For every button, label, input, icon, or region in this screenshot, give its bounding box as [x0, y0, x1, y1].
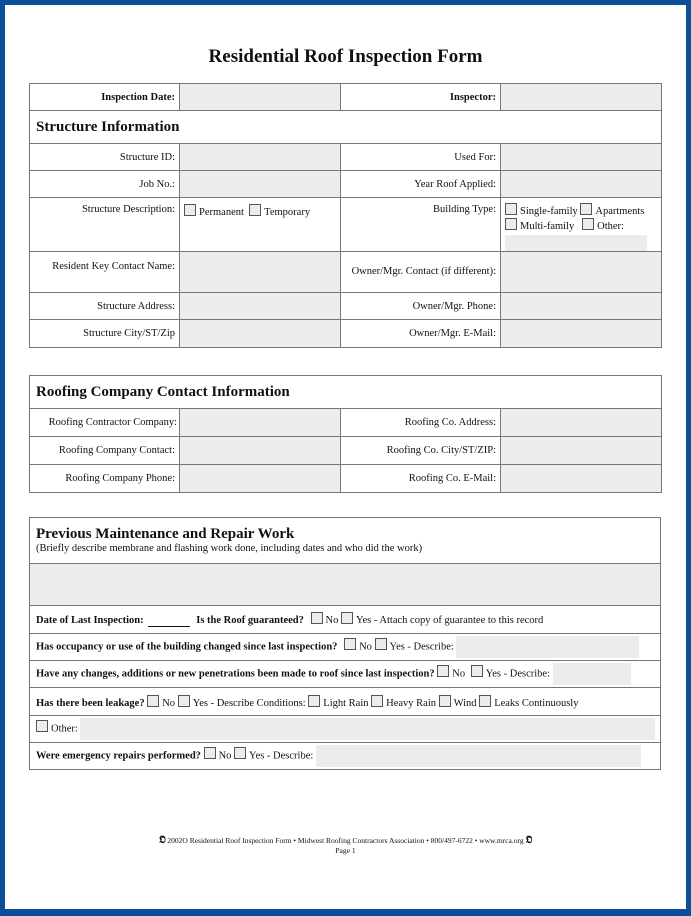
year-roof-field[interactable]	[501, 171, 662, 198]
job-no-label: Job No.:	[30, 171, 180, 198]
maintenance-header	[30, 518, 661, 564]
temporary-checkbox[interactable]	[249, 204, 261, 216]
co-address-field[interactable]	[501, 409, 662, 437]
guaranteed-yes-checkbox[interactable]	[341, 612, 353, 624]
structure-heading: Structure Information	[30, 111, 662, 144]
wind-checkbox[interactable]	[439, 695, 451, 707]
leakage-other-label: Other:	[51, 723, 78, 735]
structure-id-label: Structure ID:	[30, 144, 180, 171]
leakage-yes-checkbox[interactable]	[178, 695, 190, 707]
emergency-describe-field[interactable]	[316, 745, 641, 767]
roofing-table	[29, 375, 662, 493]
temporary-label: Temporary	[264, 207, 311, 218]
emergency-no-label: No	[218, 750, 232, 762]
inspection-date-label: Inspection Date:	[30, 84, 180, 111]
occupancy-row	[30, 634, 661, 661]
emergency-row	[30, 743, 661, 770]
maintenance-subheading: (Briefly describe membrane and flashing work done, including dates and who did the work)	[36, 543, 423, 554]
occupancy-yes-label: Yes - Describe:	[389, 641, 454, 653]
changes-describe-field[interactable]	[553, 663, 631, 685]
owner-email-label: Owner/Mgr. E-Mail:	[341, 320, 501, 348]
company-phone-label: Roofing Company Phone:	[30, 465, 180, 493]
footer-text: 2002O Residential Roof Inspection Form • Midwest Roofing Contractors Association • 800/497-6722 • www.mrca.org	[167, 836, 524, 845]
resident-contact-label: Resident Key Contact Name:	[30, 252, 180, 293]
occupancy-no-label: No	[359, 641, 372, 653]
structure-description-options	[180, 198, 341, 252]
structure-address-label: Structure Address:	[30, 293, 180, 320]
leaks-continuously-label: Leaks Continuously	[494, 697, 579, 709]
leaks-continuously-checkbox[interactable]	[479, 695, 491, 707]
company-phone-field[interactable]	[180, 465, 341, 493]
emergency-question: Were emergency repairs performed?	[36, 750, 201, 762]
emergency-yes-checkbox[interactable]	[234, 747, 246, 759]
occupancy-question: Has occupancy or use of the building changed since last inspection?	[36, 641, 338, 653]
changes-row	[30, 661, 661, 688]
page-number: Page 1	[335, 846, 356, 855]
heavy-rain-label: Heavy Rain	[386, 697, 437, 709]
owner-contact-field[interactable]	[501, 252, 662, 293]
maintenance-description-field[interactable]	[30, 564, 661, 606]
apartments-checkbox[interactable]	[580, 203, 592, 215]
leakage-other-row	[30, 716, 661, 743]
changes-question: Have any changes, additions or new penetrations been made to roof since last inspection?	[36, 668, 435, 680]
co-email-field[interactable]	[501, 465, 662, 493]
emergency-no-checkbox[interactable]	[204, 747, 216, 759]
used-for-label: Used For:	[341, 144, 501, 171]
roofing-heading: Roofing Company Contact Information	[30, 376, 662, 409]
building-type-options	[501, 198, 662, 252]
inspector-field[interactable]	[501, 84, 662, 111]
inspection-date-field[interactable]	[180, 84, 341, 111]
multi-family-label: Multi-family	[520, 221, 575, 232]
leakage-row	[30, 688, 661, 716]
structure-city-label: Structure City/ST/Zip	[30, 320, 180, 348]
emergency-yes-label: Yes - Describe:	[249, 750, 314, 762]
contractor-company-label: Roofing Contractor Company:	[30, 409, 180, 437]
wind-label: Wind	[453, 697, 477, 709]
year-roof-label: Year Roof Applied:	[341, 171, 501, 198]
guaranteed-no-label: No	[325, 615, 339, 626]
structure-id-field[interactable]	[180, 144, 341, 171]
structure-address-field[interactable]	[180, 293, 341, 320]
permanent-checkbox[interactable]	[184, 204, 196, 216]
light-rain-checkbox[interactable]	[308, 695, 320, 707]
owner-phone-field[interactable]	[501, 293, 662, 320]
co-email-label: Roofing Co. E-Mail:	[341, 465, 501, 493]
multi-family-checkbox[interactable]	[505, 218, 517, 230]
structure-table	[29, 83, 662, 348]
leakage-question: Has there been leakage?	[36, 697, 145, 709]
last-inspection-row	[30, 606, 661, 634]
resident-contact-field[interactable]	[180, 252, 341, 293]
co-city-field[interactable]	[501, 437, 662, 465]
other-checkbox[interactable]	[582, 218, 594, 230]
owner-email-field[interactable]	[501, 320, 662, 348]
leakage-yes-label: Yes - Describe Conditions:	[192, 697, 306, 709]
co-address-label: Roofing Co. Address:	[341, 409, 501, 437]
mrca-logo-icon: 𝕺	[158, 835, 166, 846]
single-family-label: Single-family	[520, 206, 578, 217]
contractor-company-field[interactable]	[180, 409, 341, 437]
maintenance-table	[29, 517, 661, 770]
maintenance-heading: Previous Maintenance and Repair Work	[36, 526, 295, 542]
company-contact-field[interactable]	[180, 437, 341, 465]
apartments-label: Apartments	[595, 206, 645, 217]
guaranteed-no-checkbox[interactable]	[311, 612, 323, 624]
other-label: Other:	[597, 221, 624, 232]
heavy-rain-checkbox[interactable]	[371, 695, 383, 707]
leakage-other-field[interactable]	[80, 718, 655, 740]
other-building-type-field[interactable]	[505, 235, 647, 251]
changes-no-checkbox[interactable]	[437, 665, 449, 677]
guaranteed-yes-label: Yes - Attach copy of guarantee to this record	[355, 615, 544, 626]
occupancy-describe-field[interactable]	[456, 636, 639, 658]
company-contact-label: Roofing Company Contact:	[30, 437, 180, 465]
single-family-checkbox[interactable]	[505, 203, 517, 215]
used-for-field[interactable]	[501, 144, 662, 171]
mrca-logo-icon: 𝕺	[525, 835, 533, 846]
occupancy-no-checkbox[interactable]	[344, 638, 356, 650]
structure-city-field[interactable]	[180, 320, 341, 348]
building-type-label: Building Type:	[341, 198, 501, 252]
form-title: Residential Roof Inspection Form	[208, 46, 483, 67]
changes-yes-label: Yes - Describe:	[485, 668, 550, 680]
owner-contact-label: Owner/Mgr. Contact (if different):	[341, 252, 501, 293]
changes-yes-checkbox[interactable]	[471, 665, 483, 677]
changes-no-label: No	[452, 668, 466, 680]
owner-phone-label: Owner/Mgr. Phone:	[341, 293, 501, 320]
guaranteed-question: Is the Roof guaranteed?	[196, 615, 304, 626]
date-last-inspection-field[interactable]	[148, 615, 190, 627]
occupancy-yes-checkbox[interactable]	[375, 638, 387, 650]
job-no-field[interactable]	[180, 171, 341, 198]
structure-description-label: Structure Description:	[30, 198, 180, 252]
date-last-inspection-label: Date of Last Inspection:	[36, 615, 144, 626]
inspector-label: Inspector:	[341, 84, 501, 111]
footer	[0, 836, 691, 856]
leakage-other-checkbox[interactable]	[36, 720, 48, 732]
permanent-label: Permanent	[199, 207, 244, 218]
light-rain-label: Light Rain	[323, 697, 369, 709]
leakage-no-checkbox[interactable]	[147, 695, 159, 707]
leakage-no-label: No	[162, 697, 176, 709]
co-city-label: Roofing Co. City/ST/ZIP:	[341, 437, 501, 465]
